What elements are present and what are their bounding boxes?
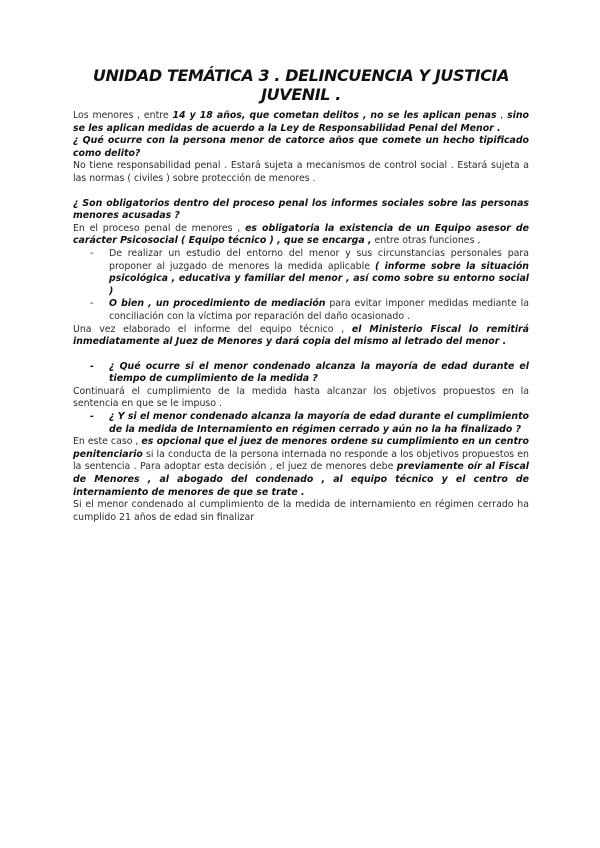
report-paragraph — [73, 324, 529, 349]
functions-list — [73, 248, 529, 324]
list-item — [73, 298, 529, 323]
text-run: si la conducta de la persona internada no responde a los objetivos propuestos en la sentencia . Para adoptar esta decisión , el juez de menores debe — [73, 448, 529, 473]
document-body — [73, 66, 529, 524]
bold-run: O bien , un procedimiento de mediación — [109, 298, 326, 310]
intro-paragraph — [73, 110, 529, 135]
text-run: , — [496, 110, 508, 121]
list-item — [73, 248, 529, 298]
bold-run: previamente oír al Fiscal de Menores , al abogado del condenado , al equipo técnico y el centro de internamiento de menores de que se trate . — [73, 461, 529, 498]
bold-run: es obligatoria la existencia de un Equipo asesor de carácter Psicosocial ( Equipo técnico ) , que se encarga , — [73, 222, 529, 247]
question-closed-regime: - ¿ Y si el menor condenado alcanza la mayoría de edad durante el cumplimiento de la medida de Internamiento en régimen cerrado y aún no la ha finalizado ? — [73, 411, 529, 436]
bold-run: no se les aplican penas — [370, 110, 497, 121]
question-social-reports: ¿ Son obligatorios dentro del proceso penal los informes sociales sobre las personas menores acusadas ? — [73, 197, 529, 222]
bold-run: es opcional que el juez de menores ordene su cumplimiento en un centro penitenciario — [73, 436, 529, 460]
final-paragraph: Si el menor condenado al cumplimiento de la medida de internamiento en régimen cerrado ha cumplido 21 años de edad sin finalizar — [73, 499, 529, 523]
bold-run: 14 y 18 años, que cometan delitos , — [172, 110, 367, 121]
text-run: De realizar un estudio del entorno del menor y sus circunstancias personales para proponer al juzgado de menores la medida aplicable — [109, 247, 529, 272]
answer-social-reports — [73, 223, 529, 248]
text-run: En este caso , — [73, 436, 142, 448]
question-list-2 — [73, 411, 529, 436]
bold-run: el Ministerio Fiscal lo remitirá inmediatamente al Juez de Menores y dará copia del mismo al letrado del menor . — [73, 323, 529, 348]
question-under-14: ¿ Qué ocurre con la persona menor de catorce años que comete un hecho tipificado como delito? — [73, 135, 529, 159]
bold-run: sino se les aplican medidas de acuerdo a la Ley de Responsabilidad Penal del Menor . — [73, 110, 529, 134]
text-run: En el proceso penal de menores , — [73, 222, 246, 234]
text-run: para evitar imponer medidas mediante la conciliación con la víctima por reparación del daño ocasionado . — [109, 298, 529, 322]
question-list-1 — [73, 361, 529, 386]
bold-run: ( informe sobre la situación psicológica , educativa y familiar del menor , así como sobre su entorno social ) — [109, 260, 529, 297]
text-run: Una vez elaborado el informe del equipo técnico , — [73, 323, 352, 335]
text-run: entre otras funciones , — [371, 235, 481, 247]
answer-closed-regime — [73, 436, 529, 499]
question-majority-age: - ¿ Qué ocurre si el menor condenado alcanza la mayoría de edad durante el tiempo de cumplimiento de la medida ? — [73, 361, 529, 386]
answer-majority-age: Continuará el cumplimiento de la medida hasta alcanzar los objetivos propuestos en la sentencia en que se le impuso . — [73, 385, 529, 410]
answer-under-14: No tiene responsabilidad penal . Estará sujeta a mecanismos de control social . Estará sujeta a las normas ( civiles ) sobre protección de menores . — [73, 160, 529, 184]
document-title: UNIDAD TEMÁTICA 3 . DELINCUENCIA Y JUSTICIA JUVENIL . — [92, 66, 510, 104]
spacer — [73, 186, 529, 198]
spacer — [73, 349, 529, 361]
text-run: Los menores , entre — [73, 110, 173, 121]
